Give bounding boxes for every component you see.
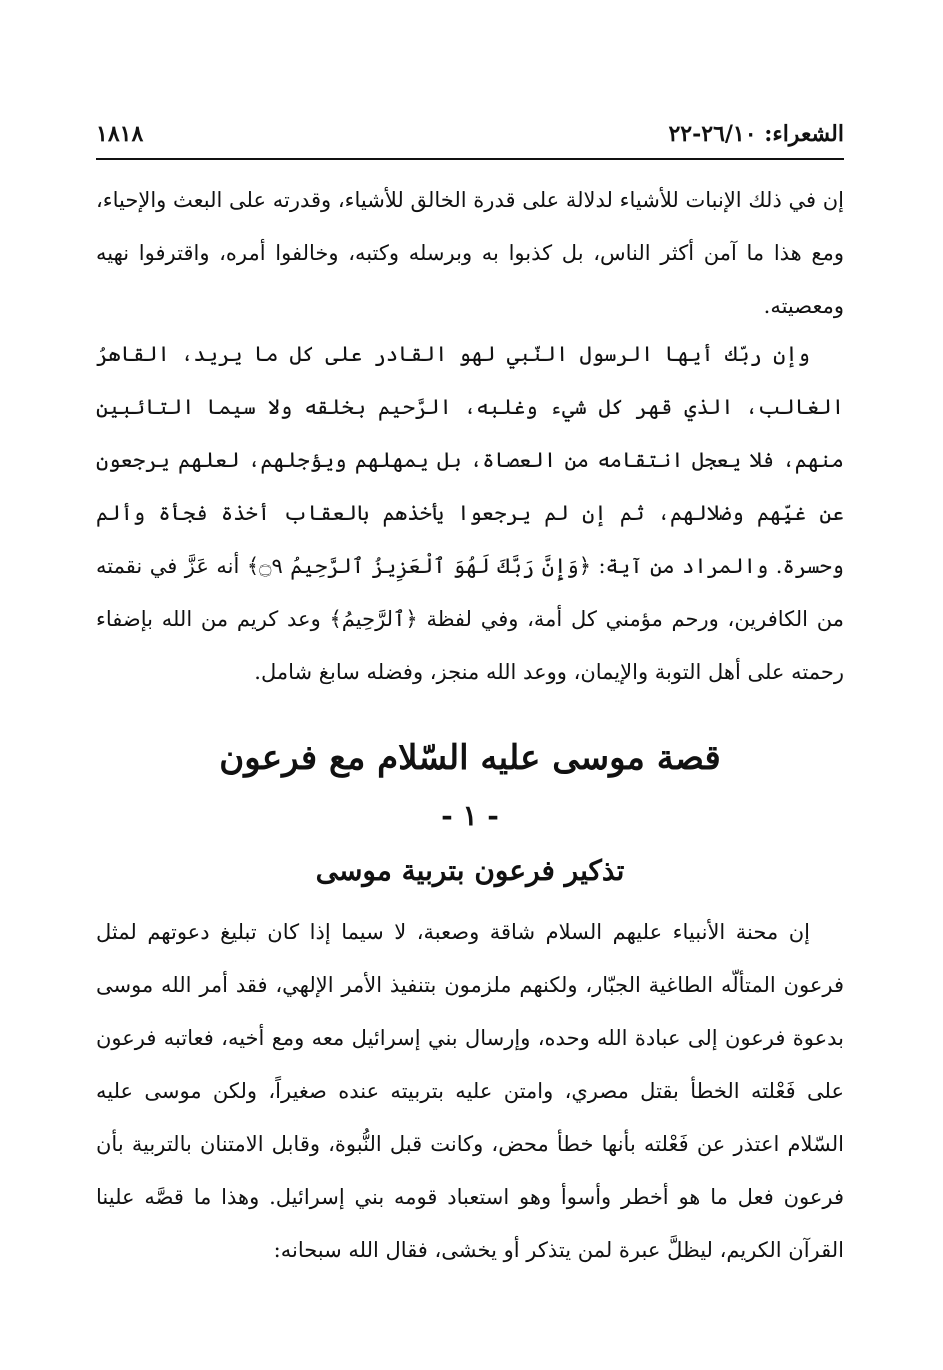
paragraph-1-text: إن في ذلك الإنبات للأشياء لدلالة على قدرة الخالق للأشياء، وقدرته على البعث والإحياء، ومع هذا ما آمن أكثر الناس، بل كذبوا به وبرسله وكتبه، وخالفوا أمره، واقترفوا نهيه ومعصيته. <box>96 188 844 318</box>
paragraph-2-text-middle: أنه عَزَّ في نقمته من الكافرين، ورحم مؤمني كل أمة، وفي لفظة <box>96 554 844 631</box>
section-number: - ١ - <box>441 799 499 832</box>
paragraph-2-text-end: وعد كريم من الله بإضفاء رحمته على أهل التوبة والإيمان، ووعد الله منجز، وفضله سابغ شامل. <box>96 607 844 684</box>
paragraph-2-text-start: وإن ربّك أيها الرسول النّبي لهو القادر على كل ما يريد، القاهرُ الغالب، الذي قهر كل شيء وغلبه، الرَّحيم بخلقه ولا سيما التائبين منهم، فلا يعجل انتقامه من العصاة، بل يمهلهم ويؤجلهم، لعلهم يرجعون عن غيِّهم وضلالهم، ثم إن لم يرجعوا يأخذهم بالعقاب أخذة فجأة وألم وحسرة. والمراد من آية: <box>96 342 844 578</box>
page-number: ١٨١٨ <box>96 121 144 147</box>
page-header <box>96 116 844 152</box>
surah-reference: الشعراء: ٢٦/١٠-٢٢ <box>668 121 844 147</box>
section-subtitle: تذكير فرعون بتربية موسى <box>315 854 625 887</box>
paragraph-1 <box>96 174 844 333</box>
paragraph-2 <box>96 328 844 699</box>
paragraph-3 <box>96 906 844 1277</box>
paragraph-3-text: إن محنة الأنبياء عليهم السلام شاقة وصعبة، لا سيما إذا كان تبليغ دعوتهم لمثل فرعون المتألّه الطاغية الجبّار، ولكنهم ملزمون بتنفيذ الأمر الإلهي، فقد أمر الله موسى بدعوة فرعون إلى عبادة الله وحده، وإرسال بني إسرائيل معه ومع أخيه، فعاتبه فرعون على فَعْلته الخطأ بقتل مصري، وامتن عليه بتربيته عنده صغيراً، ولكن موسى عليه السّلام اعتذر عن فَعْلته بأنها خطأ محض، وكانت قبل النُّبوة، وقابل الامتنان بالتربية بأن فرعون فعل ما هو أخطر وأسوأ وهو استعباد قومه بني إسرائيل. وهذا ما قصَّه علينا القرآن الكريم، ليظلَّ عبرة لمن يتذكر أو يخشى، فقال الله سبحانه: <box>96 920 844 1262</box>
quran-word: ﴿ٱلرَّحِيمُ﴾ <box>329 607 418 631</box>
header-divider <box>96 158 844 160</box>
section-title: قصة موسى عليه السّلام مع فرعون <box>219 738 721 778</box>
quran-verse: ﴿وَإِنَّ رَبَّكَ لَهُوَ ٱلْعَزِيزُ ٱلرَّحِيمُ ۝٩﴾ <box>246 554 591 578</box>
